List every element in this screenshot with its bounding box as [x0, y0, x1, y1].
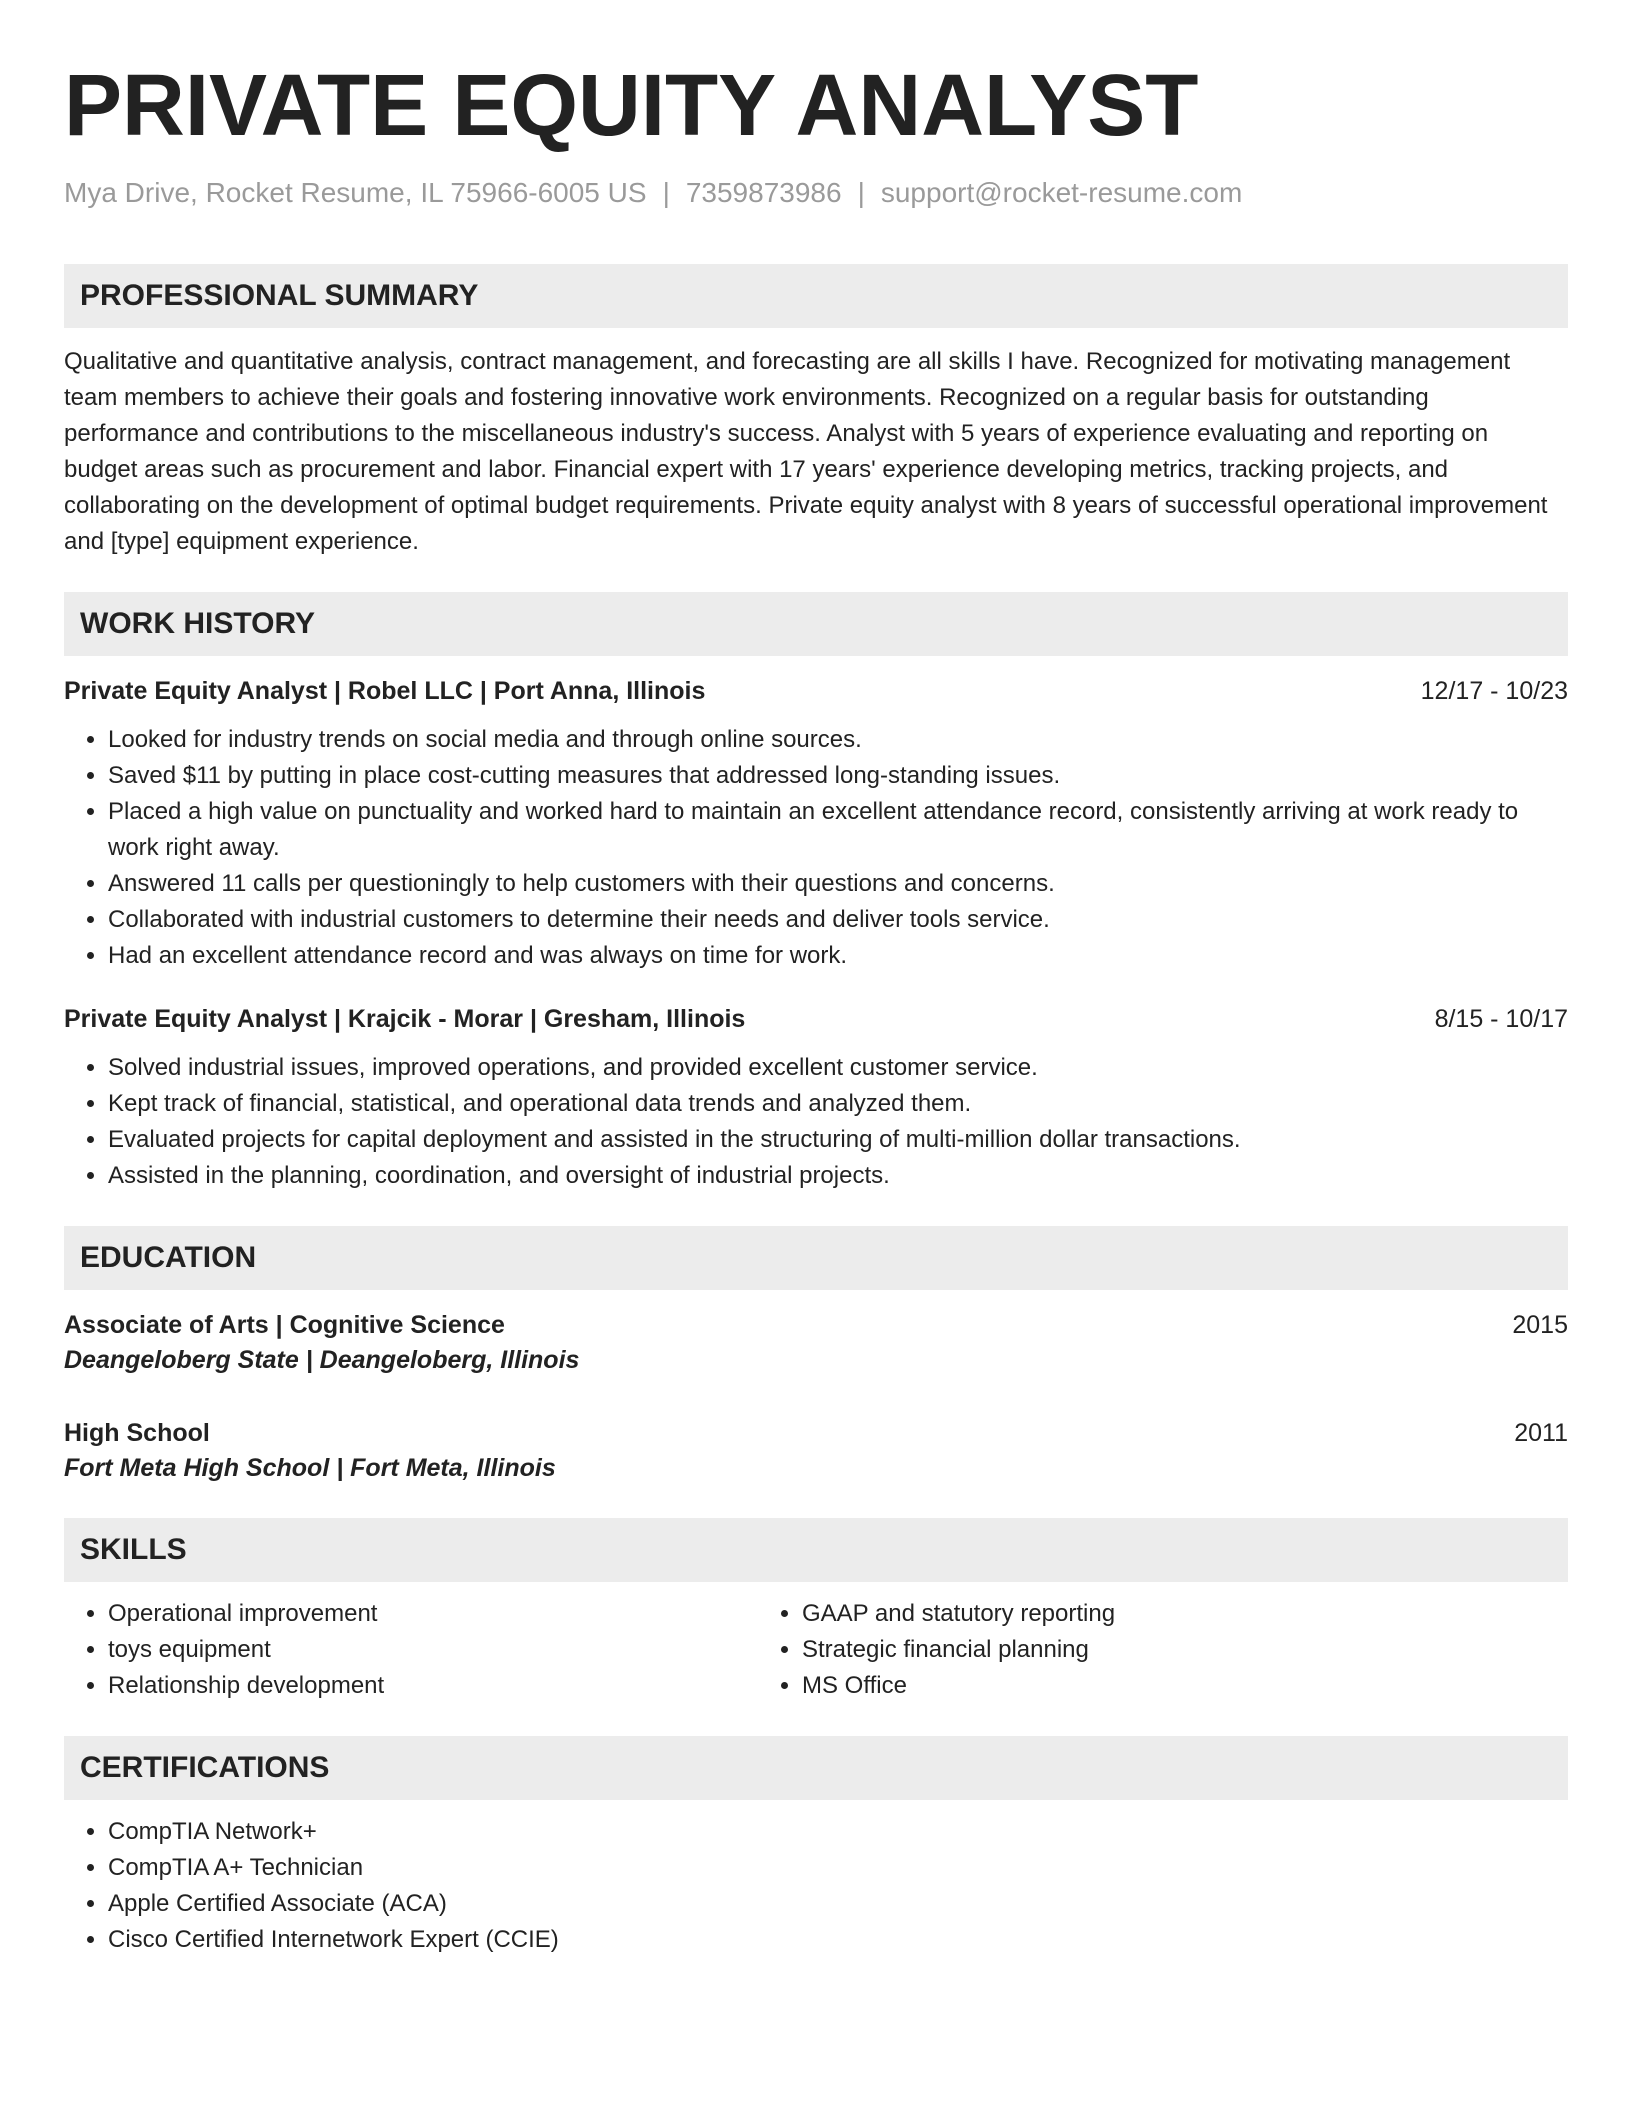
education-school: Fort Meta High School | Fort Meta, Illinois — [64, 1454, 556, 1482]
job-bullet-list — [64, 722, 1568, 974]
contact-separator: | — [857, 177, 865, 208]
contact-phone: 7359873986 — [685, 177, 842, 208]
job-bullet-list — [64, 1050, 1568, 1194]
skill-item: • Strategic financial planning — [802, 1632, 1558, 1668]
job-bullet: • Saved $11 by putting in place cost-cutting measures that addressed long-standing issues. — [108, 758, 1568, 794]
certification-item: • CompTIA A+ Technician — [108, 1850, 1568, 1886]
certification-item: • Cisco Certified Internetwork Expert (CCIE) — [108, 1922, 1568, 1958]
section-heading-skills: SKILLS — [64, 1518, 1568, 1582]
section-heading-summary: PROFESSIONAL SUMMARY — [64, 264, 1568, 328]
job-bullet: • Looked for industry trends on social media and through online sources. — [108, 722, 1568, 758]
skill-item: • Operational improvement — [108, 1596, 758, 1632]
job-bullet: • Had an excellent attendance record and was always on time for work. — [108, 938, 1568, 974]
education-school: Deangeloberg State | Deangeloberg, Illinois — [64, 1346, 580, 1374]
education-header — [64, 1416, 1568, 1450]
education-degree: High School — [64, 1419, 210, 1447]
job-bullet: • Collaborated with industrial customers to determine their needs and deliver tools service. — [108, 902, 1568, 938]
contact-email: support@rocket-resume.com — [880, 177, 1243, 208]
summary-text: Qualitative and quantitative analysis, contract management, and forecasting are all skills I have. Recognized for motivating management team members to achieve their goals and fostering innovative work environments. Recognized on a regular basis for outstanding performance and contributions to the miscellaneous industry's success. Analyst with 5 years of experience evaluating and reporting on budget areas such as procurement and labor. Financial expert with 17 years' experience developing metrics, tracking projects, and collaborating on the development of optimal budget requirements. Private equity analyst with 8 years of successful operational improvement and [type] equipment experience. — [64, 348, 1548, 555]
skill-item: • GAAP and statutory reporting — [802, 1596, 1558, 1632]
job-entry — [64, 1002, 1568, 1194]
contact-separator: | — [662, 177, 670, 208]
section-heading-certifications: CERTIFICATIONS — [64, 1736, 1568, 1800]
skills-grid — [64, 1596, 1568, 1704]
education-degree: Associate of Arts | Cognitive Science — [64, 1311, 505, 1339]
skill-item: • MS Office — [802, 1668, 1558, 1704]
resume-title: PRIVATE EQUITY ANALYST — [64, 57, 1199, 154]
job-dates: 12/17 - 10/23 — [1420, 677, 1568, 705]
skill-item: • toys equipment — [108, 1632, 758, 1668]
certification-item: • CompTIA Network+ — [108, 1814, 1568, 1850]
job-entry — [64, 674, 1568, 974]
section-heading-education: EDUCATION — [64, 1226, 1568, 1290]
job-header — [64, 1002, 1568, 1036]
job-title: Private Equity Analyst | Krajcik - Morar | Gresham, Illinois — [64, 1005, 746, 1033]
job-bullet: • Evaluated projects for capital deployment and assisted in the structuring of multi-million dollar transactions. — [108, 1122, 1568, 1158]
education-entry — [64, 1308, 1568, 1378]
contact-line — [64, 176, 1568, 210]
education-year: 2015 — [1512, 1311, 1568, 1339]
job-title: Private Equity Analyst | Robel LLC | Port Anna, Illinois — [64, 677, 706, 705]
section-heading-work-history: WORK HISTORY — [64, 592, 1568, 656]
certifications-list — [64, 1814, 1568, 1958]
job-bullet: • Solved industrial issues, improved operations, and provided excellent customer service. — [108, 1050, 1568, 1086]
job-header — [64, 674, 1568, 708]
skills-list-right — [758, 1596, 1558, 1704]
skill-item: • Relationship development — [108, 1668, 758, 1704]
skills-list-left — [64, 1596, 758, 1704]
education-year: 2011 — [1514, 1419, 1568, 1447]
job-bullet: • Assisted in the planning, coordination, and oversight of industrial projects. — [108, 1158, 1568, 1194]
job-bullet: • Answered 11 calls per questioningly to help customers with their questions and concerns. — [108, 866, 1568, 902]
certification-item: • Apple Certified Associate (ACA) — [108, 1886, 1568, 1922]
job-bullet: • Placed a high value on punctuality and worked hard to maintain an excellent attendance record, consistently arriving at work ready to work right away. — [108, 794, 1568, 866]
job-dates: 8/15 - 10/17 — [1434, 1005, 1568, 1033]
education-header — [64, 1308, 1568, 1342]
education-entry — [64, 1416, 1568, 1486]
contact-address: Mya Drive, Rocket Resume, IL 75966-6005 US — [64, 177, 647, 208]
job-bullet: • Kept track of financial, statistical, and operational data trends and analyzed them. — [108, 1086, 1568, 1122]
